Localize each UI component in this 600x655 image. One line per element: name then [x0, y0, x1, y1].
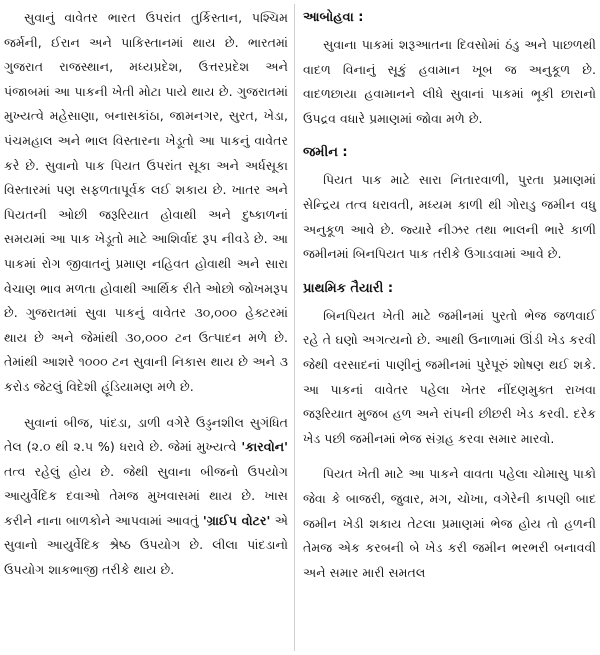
preparation-heading: પ્રાથમિક તૈયારી :	[303, 280, 394, 296]
uses-text-2: તત્વ રહેલું હોય છે. જેથી સુવાના બીજનો ઉપયોગ આયુર્વેદિક દવાઓ તેમજ મુખવાસમાં થાય છે. ખાસ કરીને નાના બાળકોને આપવામાં આવતું	[4, 463, 288, 528]
uses-paragraph	[4, 411, 288, 583]
preparation-paragraph-1: બિનપિયત ખેતી માટે જમીનમાં પુરતો ભેજ જળવાઈ રહે તે ઘણો અગત્યનો છે. આથી ઉનાળામાં ઊંડી ખેડ કરવી જેથી વરસાદનાં પાણીનું જમીનમાં પુરેપૂરું શોષણ થઈ શકે. આ પાકનાં વાવેતર પહેલા ખેતર નીંદણમુક્ત રાખવા જરૂરિયાત મુજબ હળ અને રાંપની છીછરી ખેડ કરવી. દરેક ખેડ પછી જમીનમાં ભેજ સંગ્રહ કરવા સમાર મારવો.	[303, 307, 596, 446]
preparation-paragraph-2: પિયત ખેતી માટે આ પાકને વાવતા પહેલા ચોમાસુ પાકો જેવા કે બાજરી, જુવાર, મગ, ચોખા, વગેરેની કાપણી બાદ જમીન ખેડી શકાય તેટલા પ્રમાણમાં ભેજ હોય તો હળની તેમજ એક કરબની બે ખેડ કરી જમીન ભરભરી બનાવવી અને સમાર મારી સમતલ	[303, 466, 596, 580]
left-column	[4, 6, 288, 583]
climate-paragraph: સુવાના પાકમાં શરૂઆતના દિવસોમાં ઠંડુ અને પાછળથી વાદળ વિનાનું સૂકું હવામાન ખૂબ જ અનુકૂળ છે. વાદળછાયા હવામાનને લીધે સુવાનાં પાકમાં ભૂકી છારાનો ઉપદ્રવ વધારે પ્રમાણમાં જોવા મળે છે.	[303, 37, 596, 126]
intro-paragraph: સુવાનું વાવેતર ભારત ઉપરાંત તુર્કિસ્તાન, પશ્ચિમ જર્મની, ઈરાન અને પાકિસ્તાનમાં થાય છે. ભારતમાં ગુજરાત રાજસ્થાન, મધ્યપ્રદેશ, ઉત્તરપ્રદેશ અને પંજાબમાં આ પાકની ખેતી મોટા પાયે થાય છે. ગુજરાતમાં મુખ્યત્વે મહેસાણા, બનાસકાંઠા, જામનગર, સુરત, ખેડા, પંચમહાલ અને ભાલ વિસ્તારના ખેડૂતો આ પાકનું વાવેતર કરે છે. સુવાનો પાક પિયત ઉપરાંત સૂકા અને અર્ધસૂકા વિસ્તારમાં પણ સફળતાપૂર્વક લઈ શકાય છે. ખાતર અને પિયતની ઓછી જરૂરિયાત હોવાથી અને દુષ્કાળનાં સમયમાં આ પાક ખેડૂતો માટે આશિર્વાદ રૂપ નીવડે છે. આ પાકમાં રોગ જીવાતનું પ્રમાણ નહિવત હોવાથી અને સારા વેચાણ ભાવ મળતા હોવાથી આર્થિક રીતે ઓછો જોખમરૂપ છે. ગુજરાતમાં સુવા પાકનું વાવેતર ૩૦,૦૦૦ હેક્ટરમાં થાય છે અને જેમાંથી ૩૦,૦૦૦ ટન ઉત્પાદન મળે છે. તેમાંથી આશરે ૧૦૦૦ ટન સુવાની નિકાસ થાય છે અને ૩ કરોડ જેટલું વિદેશી હૂંડિયામણ મળે છે.	[4, 10, 288, 394]
gripe-water-term: 'ગ્રાઈપ વોટર'	[202, 512, 271, 528]
soil-heading: જમીન :	[303, 145, 348, 161]
right-column	[303, 6, 596, 585]
uses-text-1: સુવાનાં બીજ, પાંદડા, ડાળી વગેરે ઉડ્ડનશીલ સુગંધિત તેલ (૨.૦ થી ૨.૫ %) ધરાવે છે. જેમાં મુખ્યત્વે	[4, 414, 288, 455]
column-divider	[294, 4, 295, 651]
climate-heading: આબોહવા :	[303, 10, 364, 25]
carvone-term: 'કારવોન'	[241, 439, 288, 455]
uses-text-3: એ સુવાનો આયુર્વેદિક શ્રેષ્ઠ ઉપયોગ છે. લીલા પાંદડાનો ઉપયોગ શાકભાજી તરીકે થાય છે.	[4, 512, 288, 578]
soil-paragraph: પિયત પાક માટે સારા નિતારવાળી, પુરતા પ્રમાણમાં સેન્દ્રિય તત્વ ધરાવતી, મધ્યમ કાળી થી ગોરાડુ જમીન વધુ અનુકૂળ આવે છે. જ્યારે નીઝર તથા ભાલની ભારે કાળી જમીનમાં બિનપિયત પાક તરીકે ઉગાડવામાં આવે છે.	[303, 172, 596, 262]
